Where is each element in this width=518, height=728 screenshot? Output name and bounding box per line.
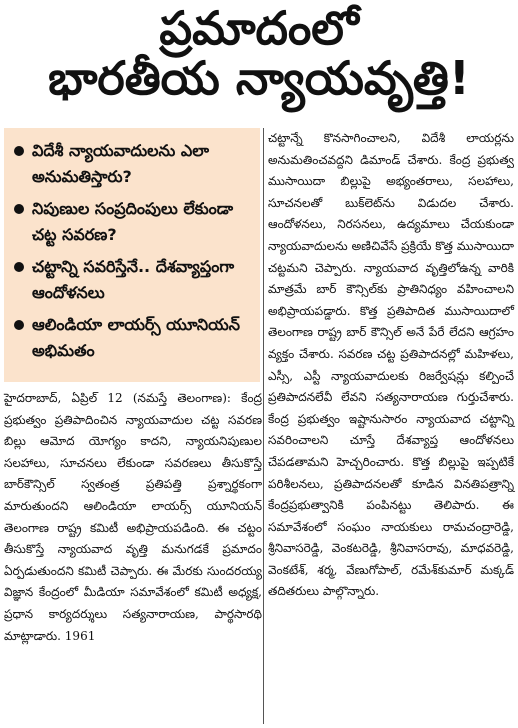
right-column — [268, 128, 514, 603]
headline — [0, 1, 518, 105]
highlight-text: విదేశీ న్యాయవాదులను ఎలా అనుమతిస్తారు? — [32, 141, 209, 186]
article-body-right: చట్టాన్నే కొనసాగించాలని, విదేశీ లాయర్లను అనుమతించవద్దని డిమాండ్ చేశారు. కేంద్ర ప్రభుత్వ ముసాయిదా బిల్లుపై అభ్యంతరాలు, సలహాలు, సూచనలతో బుక్‌లెట్‌ను విడుదల చేశారు. ఆందోళనలు, నిరసనలు, ఉద్యమాలు చేయకుండా న్యాయవాదులను అణిచివేసే ప్రక్రియే కొత్త ముసాయిదా చట్టమని చెప్పారు. న్యాయవాద వృత్తిలోఉన్న వారికి మాత్రమే బార్ కౌన్సిల్‌కు ప్రాతినిధ్యం వహించాలని అభిప్రాయపడ్డారు. కొత్త ప్రతిపాదిత ముసాయిదాలో తెలంగాణ రాష్ట్ర బార్ కౌన్సిల్ అనే పేరే లేదని ఆగ్రహం వ్యక్తం చేశారు. సవరణ చట్ట ప్రతిపాదనల్లో మహిళలు, ఎస్సీ, ఎస్టీ న్యాయవాదులకు రిజర్వేషన్లు కల్పించే ప్రతిపాదనలేవీ లేవని సత్యనారాయణ గుర్తుచేశారు. కేంద్ర ప్రభుత్వం ఇష్టానుసారం న్యాయవాద చట్టాన్ని సవరించాలని చూస్తే దేశవ్యాప్త ఆందోళనలు చేపడతామని హెచ్చరించారు. కొత్త బిల్లుపై ఇప్పటికే పరిశీలనలు, ప్రతిపాదనలతో కూడిన వినతిపత్రాన్ని కేంద్రప్రభుత్వానికి పంపినట్టు తెలిపారు. ఈ సమావేశంలో సంఘం నాయకులు రామచంద్రారెడ్డి, శ్రీనివాసరెడ్డి, వెంకటరెడ్డి, శ్రీనివాసరావు, మాధవరెడ్డి, వెంకటేశ్, శర్మ, వేణుగోపాల్, రమేశ్‌కుమార్ మక్కడ్ తదితరులు పాల్గొన్నారు. — [268, 131, 514, 599]
left-column — [4, 128, 262, 647]
bullet-dot-icon — [14, 146, 24, 156]
article-body-left: హైదరాబాద్, ఏప్రిల్ 12 (నమస్తే తెలంగాణ): కేంద్ర ప్రభుత్వం ప్రతిపాదించిన న్యాయవాదుల చట్ట సవరణ బిల్లు ఆమోద యోగ్యం కాదని, న్యాయనిపుణుల సలహాలు, సూచనలు లేకుండా సవరణలు తీసుకొస్తే బార్‌కౌన్సిల్ స్వతంత్ర ప్రతిపత్తి ప్రశ్నార్థకంగా మారుతుందని ఆలిండియా లాయర్స్ యూనియన్ తెలంగాణ రాష్ట్ర కమిటీ అభిప్రాయపడింది. ఈ చట్టం తీసుకొస్తే న్యాయవాద వృత్తి మనుగడకే ప్రమాదం ఏర్పడుతుందని కమిటీ చెప్పారు. ఈ మేరకు సుందరయ్య విజ్ఞాన కేంద్రంలో మీడియా సమావేశంలో కమిటీ అధ్యక్ష, ప్రధాన కార్యదర్శులు సత్యనారాయణ, పార్థసారథి మాట్లాడారు. 1961 — [4, 391, 262, 643]
highlights-box — [4, 128, 260, 382]
headline-line-2: భారతీయ న్యాయవృత్తి! — [48, 50, 470, 105]
bullet-dot-icon — [14, 204, 24, 214]
highlight-item — [14, 312, 254, 364]
highlight-text: ఆలిండియా లాయర్స్ యూనియన్ అభిమతం — [32, 315, 240, 360]
bullet-dot-icon — [14, 320, 24, 330]
highlight-item — [14, 138, 254, 190]
highlight-text: నిపుణుల సంప్రదింపులు లేకుండా చట్ట సవరణ? — [32, 199, 234, 244]
highlight-item — [14, 254, 254, 306]
headline-line-1: ప్రమాదంలో — [159, 1, 359, 55]
highlight-item — [14, 196, 254, 248]
column-divider — [263, 128, 264, 724]
highlight-text: చట్టాన్ని సవరిస్తేనే.. దేశవ్యాప్తంగా ఆందోళనలు — [32, 257, 235, 302]
bullet-dot-icon — [14, 262, 24, 272]
